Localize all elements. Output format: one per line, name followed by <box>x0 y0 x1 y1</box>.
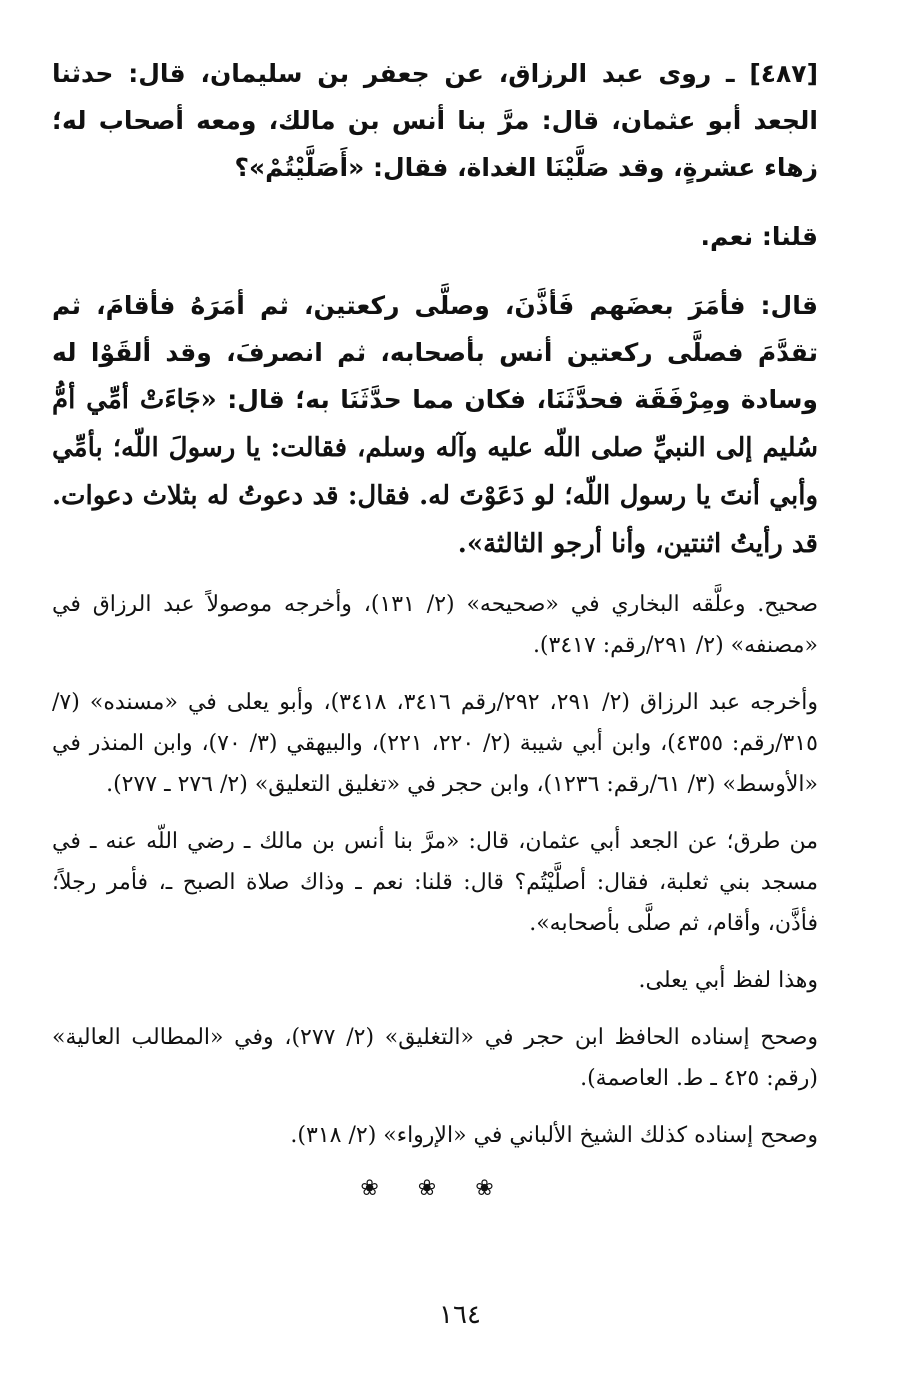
note-albani: وصحح إسناده كذلك الشيخ الألباني في «الإرواء» (٢/ ٣١٨). <box>290 1123 818 1148</box>
hadith-narration: قال: فأمَرَ بعضَهم فَأذَّنَ، وصلَّى ركعتين، ثم أمَرَهُ فأقامَ، ثم تقدَّمَ فصلَّى ركعتين أنس بأصحابه، ثم انصرفَ، وقد ألقَوْا له وسادة ومِرْفَقَة فحدَّثَنَا، فكان مما حدَّثَنَا به؛ قال: <box>52 291 818 414</box>
note-grading: صحيح. وعلَّقه البخاري في «صحيحه» (٢/ ١٣١)، وأخرجه موصولاً عبد الرزاق في «مصنفه» (٢/ ٢٩١/رقم: ٣٤١٧). <box>52 592 819 658</box>
hadith-paragraph-2: قلنا: نعم. <box>700 222 818 251</box>
hadith-paragraph-3 <box>52 282 818 568</box>
hadith-text <box>52 50 818 568</box>
note-authentication: وصحح إسناده الحافظ ابن حجر في «التغليق» (٢/ ٢٧٧)، وفي «المطالب العالية» (رقم: ٤٢٥ ـ ط. العاصمة). <box>52 1025 819 1091</box>
note-wording: وهذا لفظ أبي يعلى. <box>638 968 818 993</box>
prophetic-quote: «جَاءَتْ أمِّي أمُّ سُليم إلى النبيِّ صلى اللّه عليه وآله وسلم، فقالت: يا رسولَ اللّه؛ بأمِّي وأبي أنتَ يا رسول اللّه؛ لو دَعَوْتَ له. فقال: قد دعوتُ له بثلاث دعوات. قد رأيتُ اثنتين، وأنا أرجو الثالثة». <box>52 385 818 559</box>
section-separator: ❀ ❀ ❀ <box>360 1176 510 1201</box>
note-chains: من طرق؛ عن الجعد أبي عثمان، قال: «مرَّ بنا أنس بن مالك ـ رضي اللّه عنه ـ في مسجد بني ثعلبة، فقال: أصلَّيْتُم؟ قال: قلنا: نعم ـ وذاك صلاة الصبح ـ، فأمر رجلاً؛ فأذَّن، وأقام، ثم صلَّى بأصحابه». <box>52 829 818 936</box>
commentary <box>52 584 818 1156</box>
hadith-paragraph-1: [٤٨٧] ـ روى عبد الرزاق، عن جعفر بن سليمان، قال: حدثنا الجعد أبو عثمان، قال: مرَّ بنا أنس بن مالك، ومعه أصحاب له؛ زهاء عشرةٍ، وقد صَلَّيْنَا الغداة، فقال: «أَصَلَّيْتُمْ»؟ <box>52 59 818 182</box>
page-number: ١٦٤ <box>439 1300 481 1330</box>
note-sources: وأخرجه عبد الرزاق (٢/ ٢٩١، ٢٩٢/رقم ٣٤١٦، ٣٤١٨)، وأبو يعلى في «مسنده» (٧/ ٣١٥/رقم: ٤٣٥٥)، وابن أبي شيبة (٢/ ٢٢٠، ٢٢١)، والبيهقي (٣/ ٧٠)، وابن المنذر في «الأوسط» (٣/ ٦١/رقم: ١٢٣٦)، وابن حجر في «تغليق التعليق» (٢/ ٢٧٦ ـ ٢٧٧). <box>52 690 819 797</box>
